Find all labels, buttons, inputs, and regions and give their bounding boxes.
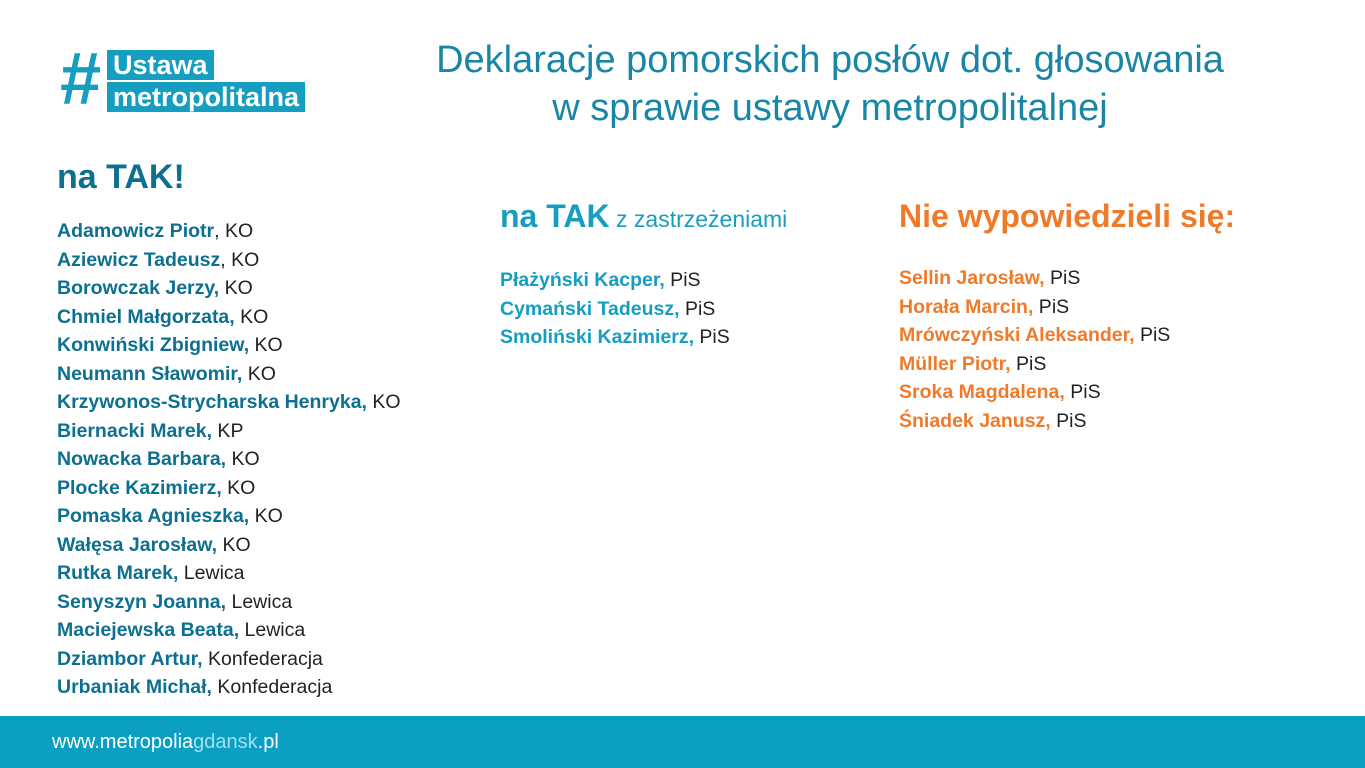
mp-party: Konfederacja bbox=[211, 676, 333, 698]
mp-name: Sroka Magdalena, bbox=[899, 381, 1065, 403]
mp-name: Nowacka Barbara, bbox=[57, 448, 227, 470]
list-item bbox=[899, 264, 1170, 293]
footer-bar bbox=[0, 716, 1365, 768]
page-title bbox=[400, 36, 1260, 132]
mp-name: Pomaska Agnieszka, bbox=[57, 505, 250, 527]
mp-party: KO bbox=[249, 334, 283, 356]
list-item bbox=[57, 588, 401, 617]
list-item bbox=[57, 559, 401, 588]
mp-party: KO bbox=[221, 476, 256, 499]
list-item bbox=[57, 445, 401, 474]
mp-name: Aziewicz Tadeusz bbox=[57, 248, 221, 271]
list-item bbox=[57, 217, 401, 246]
mp-party: PiS bbox=[664, 269, 701, 291]
mp-party: KO bbox=[226, 448, 260, 470]
mp-party: KO bbox=[366, 391, 401, 413]
mp-name: Neumann Sławomir, bbox=[57, 362, 243, 385]
mp-name: Urbaniak Michał, bbox=[57, 676, 212, 698]
mp-name: Plocke Kazimierz, bbox=[57, 476, 222, 499]
footer-url-part-1: www.metropolia bbox=[52, 731, 194, 753]
mp-party: KO bbox=[249, 505, 283, 527]
no-statement-list bbox=[899, 264, 1170, 435]
mp-name: Senyszyn Joanna, bbox=[57, 590, 227, 613]
page-title-line-1: Deklaracje pomorskich posłów dot. głosowania bbox=[436, 39, 1224, 81]
list-item bbox=[57, 474, 401, 503]
yes-heading: na TAK! bbox=[57, 158, 185, 196]
footer-url[interactable] bbox=[52, 729, 279, 755]
no-statement-heading: Nie wypowiedzieli się: bbox=[899, 198, 1236, 234]
mp-party: KO bbox=[217, 533, 251, 556]
mp-name: Chmiel Małgorzata, bbox=[57, 305, 235, 328]
footer-url-part-3: .pl bbox=[257, 731, 279, 753]
mp-party: Lewica bbox=[239, 619, 306, 641]
mp-name: Sellin Jarosław, bbox=[899, 267, 1045, 289]
mp-name: Śniadek Janusz, bbox=[899, 409, 1051, 432]
mp-party: Lewica bbox=[178, 562, 245, 584]
logo-line-1: Ustawa bbox=[107, 50, 214, 80]
logo-line-2: metropolitalna bbox=[107, 82, 305, 112]
list-item bbox=[57, 246, 401, 275]
mp-party: KO bbox=[219, 277, 253, 299]
list-item bbox=[57, 502, 401, 531]
list-item bbox=[899, 378, 1170, 407]
mp-name: Adamowicz Piotr bbox=[57, 220, 215, 242]
page-title-line-2: w sprawie ustawy metropolitalnej bbox=[552, 87, 1108, 129]
mp-name: Wałęsa Jarosław, bbox=[57, 533, 218, 556]
mp-name: Smoliński Kazimierz, bbox=[500, 326, 694, 348]
mp-party: Konfederacja bbox=[202, 647, 323, 670]
logo bbox=[60, 37, 360, 120]
logo-hash: # bbox=[60, 37, 102, 120]
mp-party: PiS bbox=[1050, 409, 1087, 432]
conditional-heading-sub: z zastrzeżeniami bbox=[609, 206, 788, 232]
conditional-list bbox=[500, 266, 730, 352]
mp-party: PiS bbox=[693, 326, 730, 348]
mp-party: KO bbox=[242, 362, 276, 385]
list-item bbox=[899, 293, 1170, 322]
list-item bbox=[899, 350, 1170, 379]
mp-name: Krzywonos-Strycharska Henryka, bbox=[57, 391, 367, 413]
conditional-heading-main: na TAK bbox=[500, 198, 610, 234]
mp-party: , KO bbox=[220, 248, 260, 271]
mp-name: Mrówczyński Aleksander, bbox=[899, 324, 1135, 346]
list-item bbox=[899, 321, 1170, 350]
list-item bbox=[899, 407, 1170, 436]
mp-name: Konwiński Zbigniew, bbox=[57, 334, 250, 356]
list-item bbox=[57, 331, 401, 360]
mp-party: Lewica bbox=[226, 590, 293, 613]
list-item bbox=[57, 417, 401, 446]
mp-party: KP bbox=[212, 419, 244, 442]
mp-party: PiS bbox=[1044, 267, 1081, 289]
list-item bbox=[500, 266, 730, 295]
mp-name: Borowczak Jerzy, bbox=[57, 277, 220, 299]
mp-name: Cymański Tadeusz, bbox=[500, 297, 680, 320]
yes-list bbox=[57, 217, 401, 702]
conditional-heading bbox=[500, 198, 787, 235]
mp-party: PiS bbox=[1064, 381, 1101, 403]
mp-name: Rutka Marek, bbox=[57, 562, 179, 584]
mp-party: PiS bbox=[1033, 295, 1070, 318]
mp-party: , KO bbox=[214, 220, 254, 242]
list-item bbox=[57, 360, 401, 389]
list-item bbox=[57, 645, 401, 674]
mp-name: Maciejewska Beata, bbox=[57, 619, 240, 641]
list-item bbox=[57, 616, 401, 645]
mp-party: PiS bbox=[1010, 352, 1047, 375]
mp-party: PiS bbox=[1134, 324, 1171, 346]
mp-name: Dziambor Artur, bbox=[57, 647, 203, 670]
list-item bbox=[57, 274, 401, 303]
list-item bbox=[57, 303, 401, 332]
mp-name: Płażyński Kacper, bbox=[500, 269, 665, 291]
list-item bbox=[57, 673, 401, 702]
list-item bbox=[57, 531, 401, 560]
mp-name: Horała Marcin, bbox=[899, 295, 1034, 318]
list-item bbox=[500, 295, 730, 324]
mp-name: Biernacki Marek, bbox=[57, 419, 213, 442]
mp-name: Müller Piotr, bbox=[899, 352, 1011, 375]
list-item bbox=[57, 388, 401, 417]
footer-url-part-2: gdansk bbox=[193, 731, 258, 753]
list-item bbox=[500, 323, 730, 352]
mp-party: PiS bbox=[679, 297, 716, 320]
mp-party: KO bbox=[234, 305, 269, 328]
